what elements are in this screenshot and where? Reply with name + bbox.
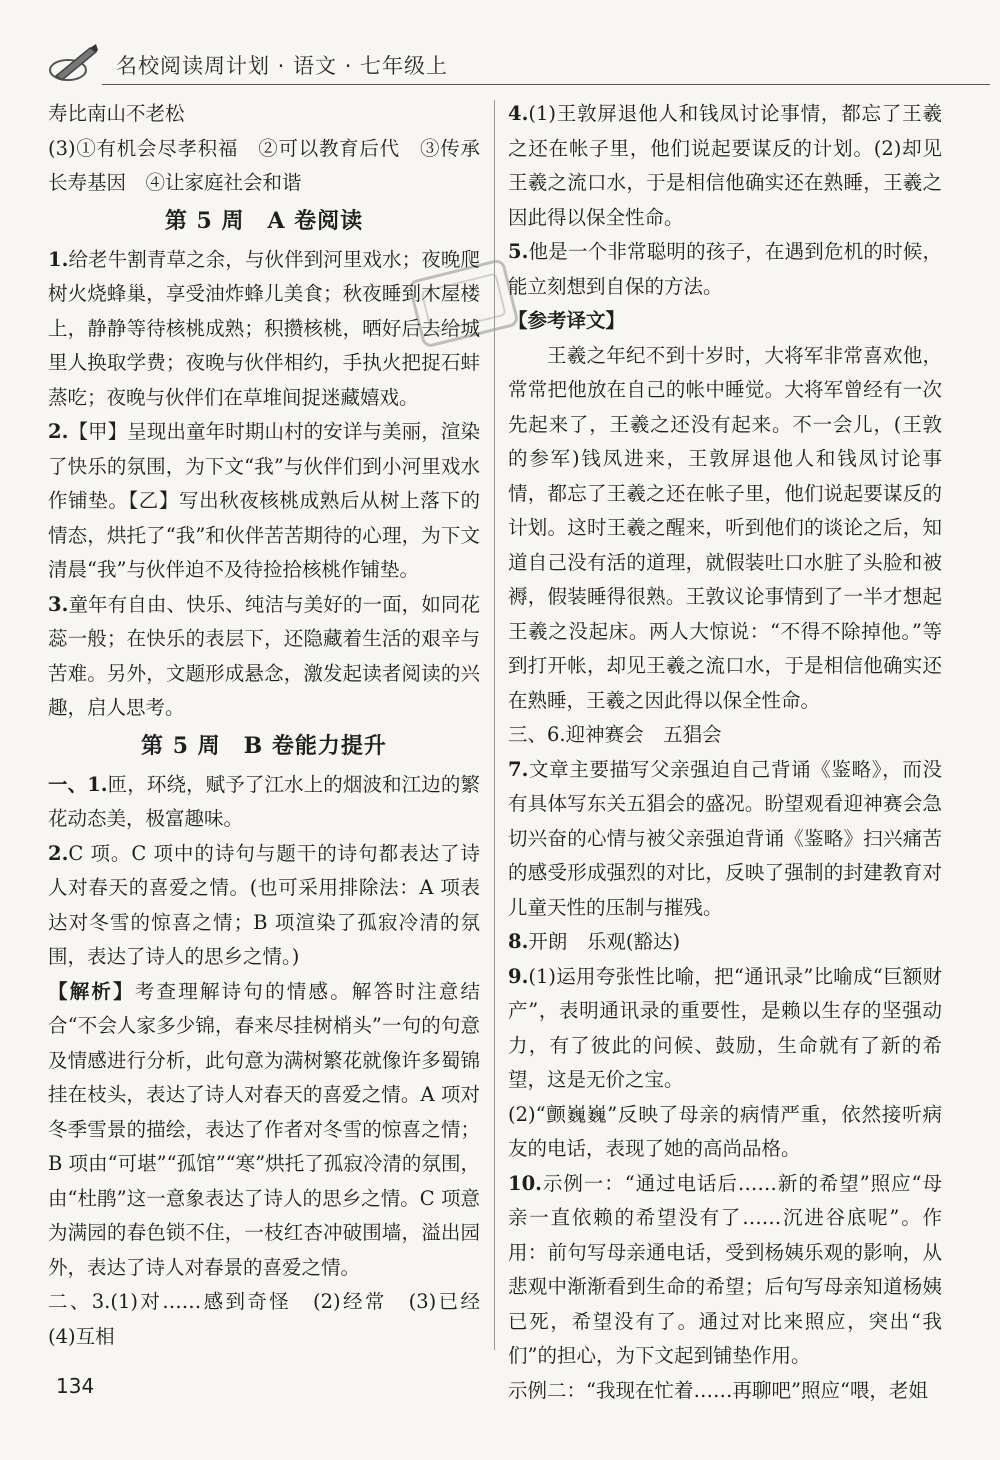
answer-number: 5. [508, 240, 529, 263]
continued-line: 寿比南山不老松 [48, 102, 185, 125]
answer-item [508, 1167, 942, 1374]
answer-text: C 项。C 项中的诗句与题干的诗句都表达了诗人对春天的喜爱之情。(也可采用排除法：A 项表达对冬雪的惊喜之情；B 项渲染了孤寂冷清的氛围，表达了诗人的思乡之情。) [48, 841, 480, 968]
answer-number: 4. [508, 102, 529, 125]
answer-text: (1)对……感到奇怪 (2)经常 (3)已经 (4)互相 [48, 1290, 500, 1348]
answer-text: 匝，环绕，赋予了江水上的烟波和江边的繁花动态美，极富趣味。 [48, 772, 480, 830]
answer-number: 9. [508, 964, 529, 988]
answer-text: 示例一：“通过电话后……新的希望”照应“母亲一直依赖的希望没有了……沉进谷底呢”。作用：前句写母亲通电话，受到杨姨乐观的影响，从悲观中渐渐看到生命的希望；后句写母亲知道杨姨已死，希望没有了。通过对比来照应，突出“我们”的担心，为下文起到铺垫作用。 [508, 1171, 942, 1367]
answer-text: 文章主要描写父亲强迫自己背诵《鉴略》，而没有具体写东关五猖会的盛况。盼望观看迎神赛会急切兴奋的心情与被父亲强迫背诵《鉴略》扫兴痛苦的感受形成强烈的对比，反映了强制的封建教育对儿童天性的压制与摧残。 [508, 757, 942, 919]
answer-item [508, 235, 942, 304]
analysis-text: 考查理解诗句的情感。解答时注意结合“不会人家多少锦，春来尽挂树梢头”一句的句意及情感进行分析，此句意为满树繁花就像许多蜀锦挂在枝头，表达了诗人对春天的喜爱之情。A 项对冬季雪景的描绘，表达了作者对冬雪的惊喜之情；B 项由“可堪”“孤馆”“寒”烘托了孤寂冷清的氛围，由“杜鹃”这一意象表达了诗人的思乡之情。C 项意为满园的春色锁不住，一枝红杏冲破围墙，溢出园外，表达了诗人对春景的喜爱之情。 [48, 979, 480, 1279]
right-column [508, 97, 942, 1408]
column-divider [494, 100, 495, 1350]
answer-number: 二、3. [48, 1290, 111, 1313]
answer-number: 2. [48, 420, 69, 443]
answer-text: 给老牛割青草之余，与伙伴到河里戏水；夜晚爬树火烧蜂巢，享受油炸蜂儿美食；秋夜睡到木屋楼上，静静等待核桃成熟；积攒核桃，晒好后去给城里人换取学费；夜晚与伙伴相约，手执火把捉石蚌蒸吃；夜晚与伙伴们在草堆间捉迷藏嬉戏。 [48, 247, 480, 409]
answer-text: (2)“颤巍巍”反映了母亲的病情严重，依然接听病友的电话，表现了她的高尚品格。 [508, 1102, 942, 1160]
answer-item [508, 718, 942, 753]
answer-item [508, 1098, 942, 1167]
answer-number: 2. [48, 841, 69, 865]
answer-text: 【甲】呈现出童年时期山村的安详与美丽，渲染了快乐的氛围，为下文“我”与伙伴们到小河里戏水作铺垫。【乙】写出秋夜核桃成熟后从树上落下的情态，烘托了“我”和伙伴苦苦期待的心理，为下文清晨“我”与伙伴迫不及待捡拾核桃作铺垫。 [48, 420, 480, 581]
answer-number: 10. [508, 1171, 542, 1195]
page-header [40, 40, 980, 90]
answer-number: 一、1. [48, 772, 108, 796]
answer-item [48, 588, 480, 726]
answer-item [508, 753, 942, 926]
answer-number: 3. [48, 592, 69, 616]
page-number: 134 [56, 1374, 95, 1398]
answer-item [48, 768, 480, 837]
continued-answer: (3)①有机会尽孝积福 ②可以教育后代 ③传承长寿基因 ④让家庭社会和谐 [48, 136, 480, 194]
answer-item [48, 415, 480, 588]
answer-item [508, 1374, 942, 1409]
book-title: 名校阅读周计划 · 语文 · 七年级上 [116, 54, 449, 78]
answer-text: (1)王敦屏退他人和钱凤讨论事情，都忘了王羲之还在帐子里，他们说起要谋反的计划。(2)却见王羲之流口水，于是相信他确实还在熟睡，王羲之因此得以保全性命。 [508, 102, 942, 229]
answer-item [48, 243, 480, 416]
answer-text: (1)运用夸张性比喻，把“通讯录”比喻成“巨额财产”，表明通讯录的重要性，是赖以生存的坚强动力，有了彼此的问候、鼓励，生命就有了新的希望，这是无价之宝。 [508, 964, 942, 1091]
answer-item [48, 837, 480, 975]
section-b-title: 第 5 周 B 卷能力提升 [141, 732, 387, 759]
translation-text: 王羲之年纪不到十岁时，大将军非常喜欢他，常常把他放在自己的帐中睡觉。大将军曾经有一次先起来了，王羲之还没有起来。不一会儿，(王敦的参军)钱凤进来，王敦屏退他人和钱凤讨论事情，都忘了王羲之还在帐子里，他们说起要谋反的计划。这时王羲之醒来，听到他们的谈论之后，知道自己没有活的道理，就假装吐口水脏了头脸和被褥，假装睡得很熟。王敦议论事情到了一半才想起王羲之没起床。两人大惊说：“不得不除掉他。”等到打开帐，却见王羲之流口水，于是相信他确实还在熟睡，王羲之因此得以保全性命。 [508, 343, 942, 712]
answer-item [508, 97, 942, 235]
answer-number: 8. [508, 930, 529, 953]
answer-number: 三、6. [508, 723, 566, 746]
answer-text: 迎神赛会 五猖会 [565, 723, 722, 746]
answer-text: 示例二：“我现在忙着……再聊吧”照应“喂，老姐 [508, 1378, 928, 1402]
analysis-item [48, 975, 480, 1286]
answer-number: 7. [508, 757, 529, 781]
section-a-title: 第 5 周 A 卷阅读 [164, 207, 364, 234]
translation-label: 【参考译文】 [508, 309, 626, 332]
pen-logo-icon [46, 42, 100, 84]
answer-item [508, 925, 942, 960]
answer-text: 他是一个非常聪明的孩子，在遇到危机的时候，能立刻想到自保的方法。 [508, 240, 942, 298]
header-rule [102, 84, 990, 85]
answer-item [48, 1285, 500, 1354]
answer-text: 开朗 乐观(豁达) [528, 930, 681, 953]
left-column [48, 97, 500, 1354]
answer-number: 1. [48, 247, 69, 271]
answer-text: 童年有自由、快乐、纯洁与美好的一面，如同花蕊一般；在快乐的表层下，还隐藏着生活的艰辛与苦难。另外，文题形成悬念，激发起读者阅读的兴趣，启人思考。 [48, 592, 480, 719]
answer-item [508, 960, 942, 1098]
analysis-label: 【解析】 [48, 979, 135, 1003]
